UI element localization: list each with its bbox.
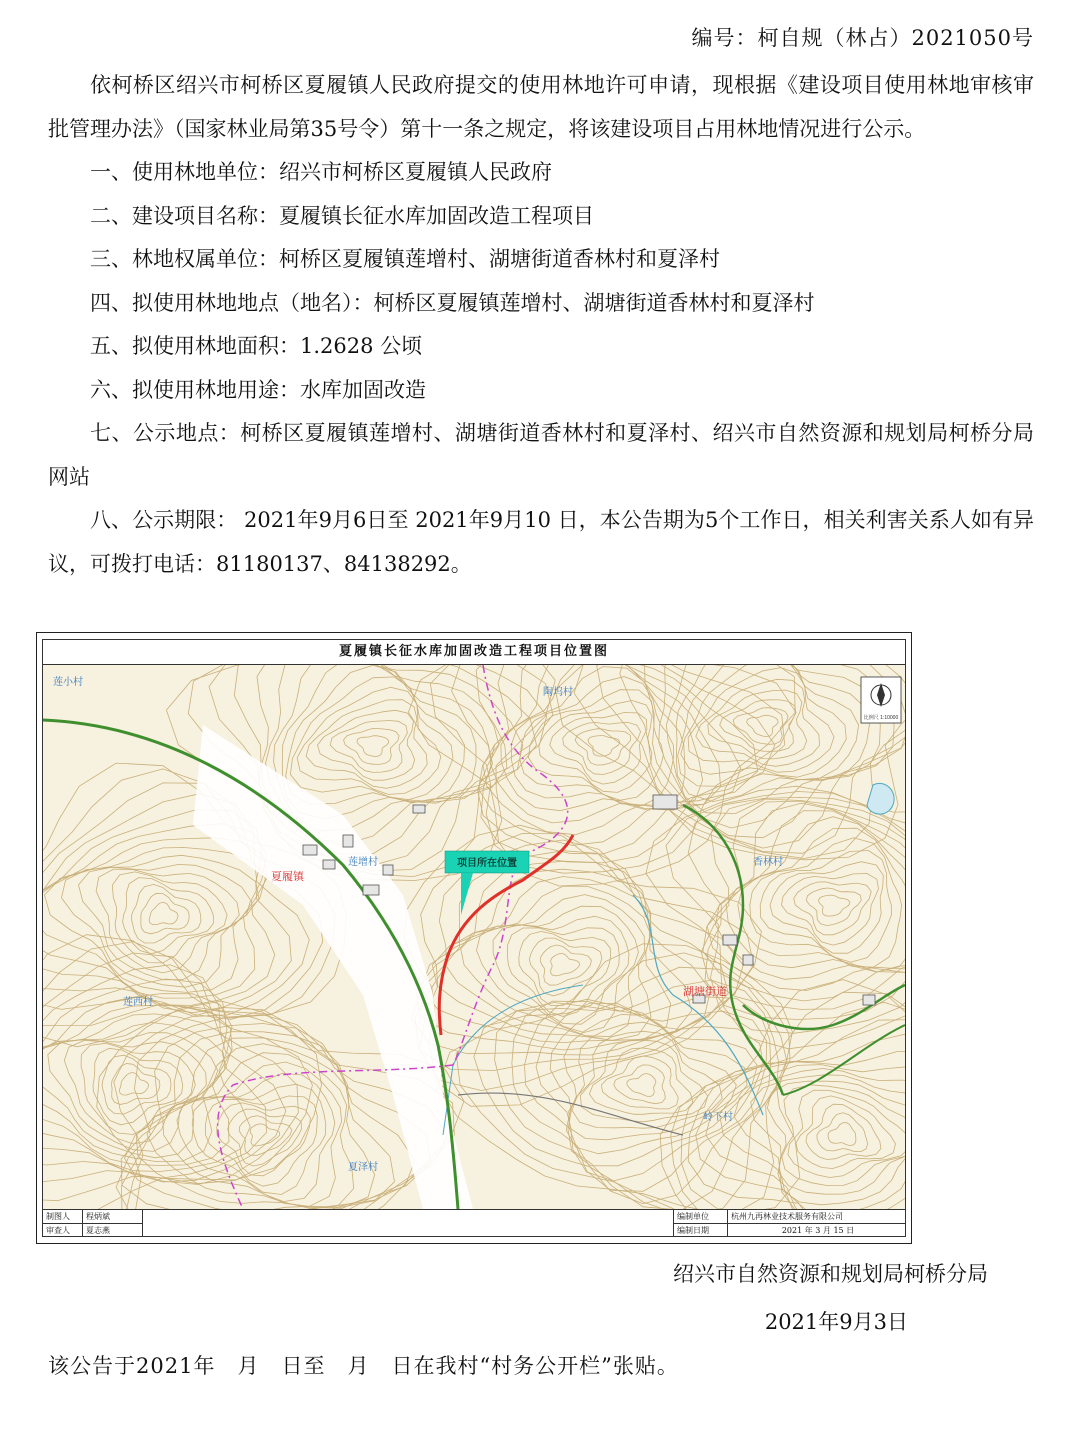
map-footer	[43, 1209, 905, 1236]
item-ownership: 三、林地权属单位：柯桥区夏履镇莲增村、湖塘街道香林村和夏泽村	[90, 247, 720, 271]
item-location: 四、拟使用林地地点（地名）：柯桥区夏履镇莲增村、湖塘街道香林村和夏泽村	[90, 290, 815, 315]
drawn-by: 程炳斌	[83, 1210, 143, 1223]
map-title: 夏履镇长征水库加固改造工程项目位置图	[43, 640, 905, 665]
item-forest-user: 一、使用林地单位：绍兴市柯桥区夏履镇人民政府	[90, 160, 552, 184]
label-lianxiao: 莲小村	[53, 677, 83, 688]
unit-label: 编制单位	[673, 1210, 728, 1223]
issuer-signature: 绍兴市自然资源和规划局柯桥分局	[673, 1262, 988, 1286]
label-xianglin: 香林村	[753, 857, 783, 868]
drawn-by-label: 制图人	[43, 1210, 83, 1223]
item-notice-place: 七、公示地点：柯桥区夏履镇莲增村、湖塘街道香林村和夏泽村、绍兴市自然资源和规划局柯桥分局网站	[48, 421, 1034, 489]
label-taowu: 陶坞村	[543, 687, 573, 698]
map-drawing	[43, 665, 905, 1209]
intro-paragraph: 依柯桥区绍兴市柯桥区夏履镇人民政府提交的使用林地许可申请，现根据《建设项目使用林地审核审批管理办法》（国家林业局第35号令）第十一条之规定，将该建设项目占用林地情况进行公示。	[48, 73, 1034, 141]
item-area: 五、拟使用林地面积：1.2628 公顷	[90, 334, 423, 358]
map-date: 2021 年 3 月 15 日	[728, 1223, 905, 1236]
posting-note: 该公告于2021年 月 日至 月 日在我村“村务公开栏”张贴。	[48, 1354, 679, 1378]
callout-label: 项目所在位置	[457, 858, 517, 869]
unit-name: 杭州九再林业技术服务有限公司	[731, 1212, 843, 1221]
checked-by-label: 审查人	[43, 1223, 83, 1236]
checked-by: 夏志燕	[83, 1223, 143, 1236]
document-number: 编号：柯自规（林占）2021050号	[691, 26, 1034, 50]
map-scale: 比例尺 1:10000	[863, 715, 899, 721]
issue-date: 2021年9月3日	[764, 1310, 908, 1334]
label-xiaze: 夏泽村	[348, 1162, 378, 1173]
item-project-name: 二、建设项目名称：夏履镇长征水库加固改造工程项目	[90, 203, 594, 228]
item-notice-period: 八、公示期限： 2021年9月6日至 2021年9月10 日，本公告期为5个工作日，相关利害关系人如有异议，可拨打电话：81180137、84138292。	[48, 508, 1034, 576]
map-inner-frame	[42, 639, 906, 1237]
location-map	[36, 632, 912, 1244]
date-label: 编制日期	[673, 1223, 728, 1236]
item-purpose: 六、拟使用林地用途：水库加固改造	[90, 377, 426, 402]
label-xialv: 夏履镇	[271, 870, 304, 883]
label-hutang: 湖塘街道	[683, 985, 727, 998]
label-lianxi: 莲西村	[123, 997, 153, 1008]
label-lingxia: 岭下村	[703, 1112, 733, 1123]
notice-body	[48, 64, 1034, 586]
label-lianzeng: 莲增村	[348, 857, 378, 868]
